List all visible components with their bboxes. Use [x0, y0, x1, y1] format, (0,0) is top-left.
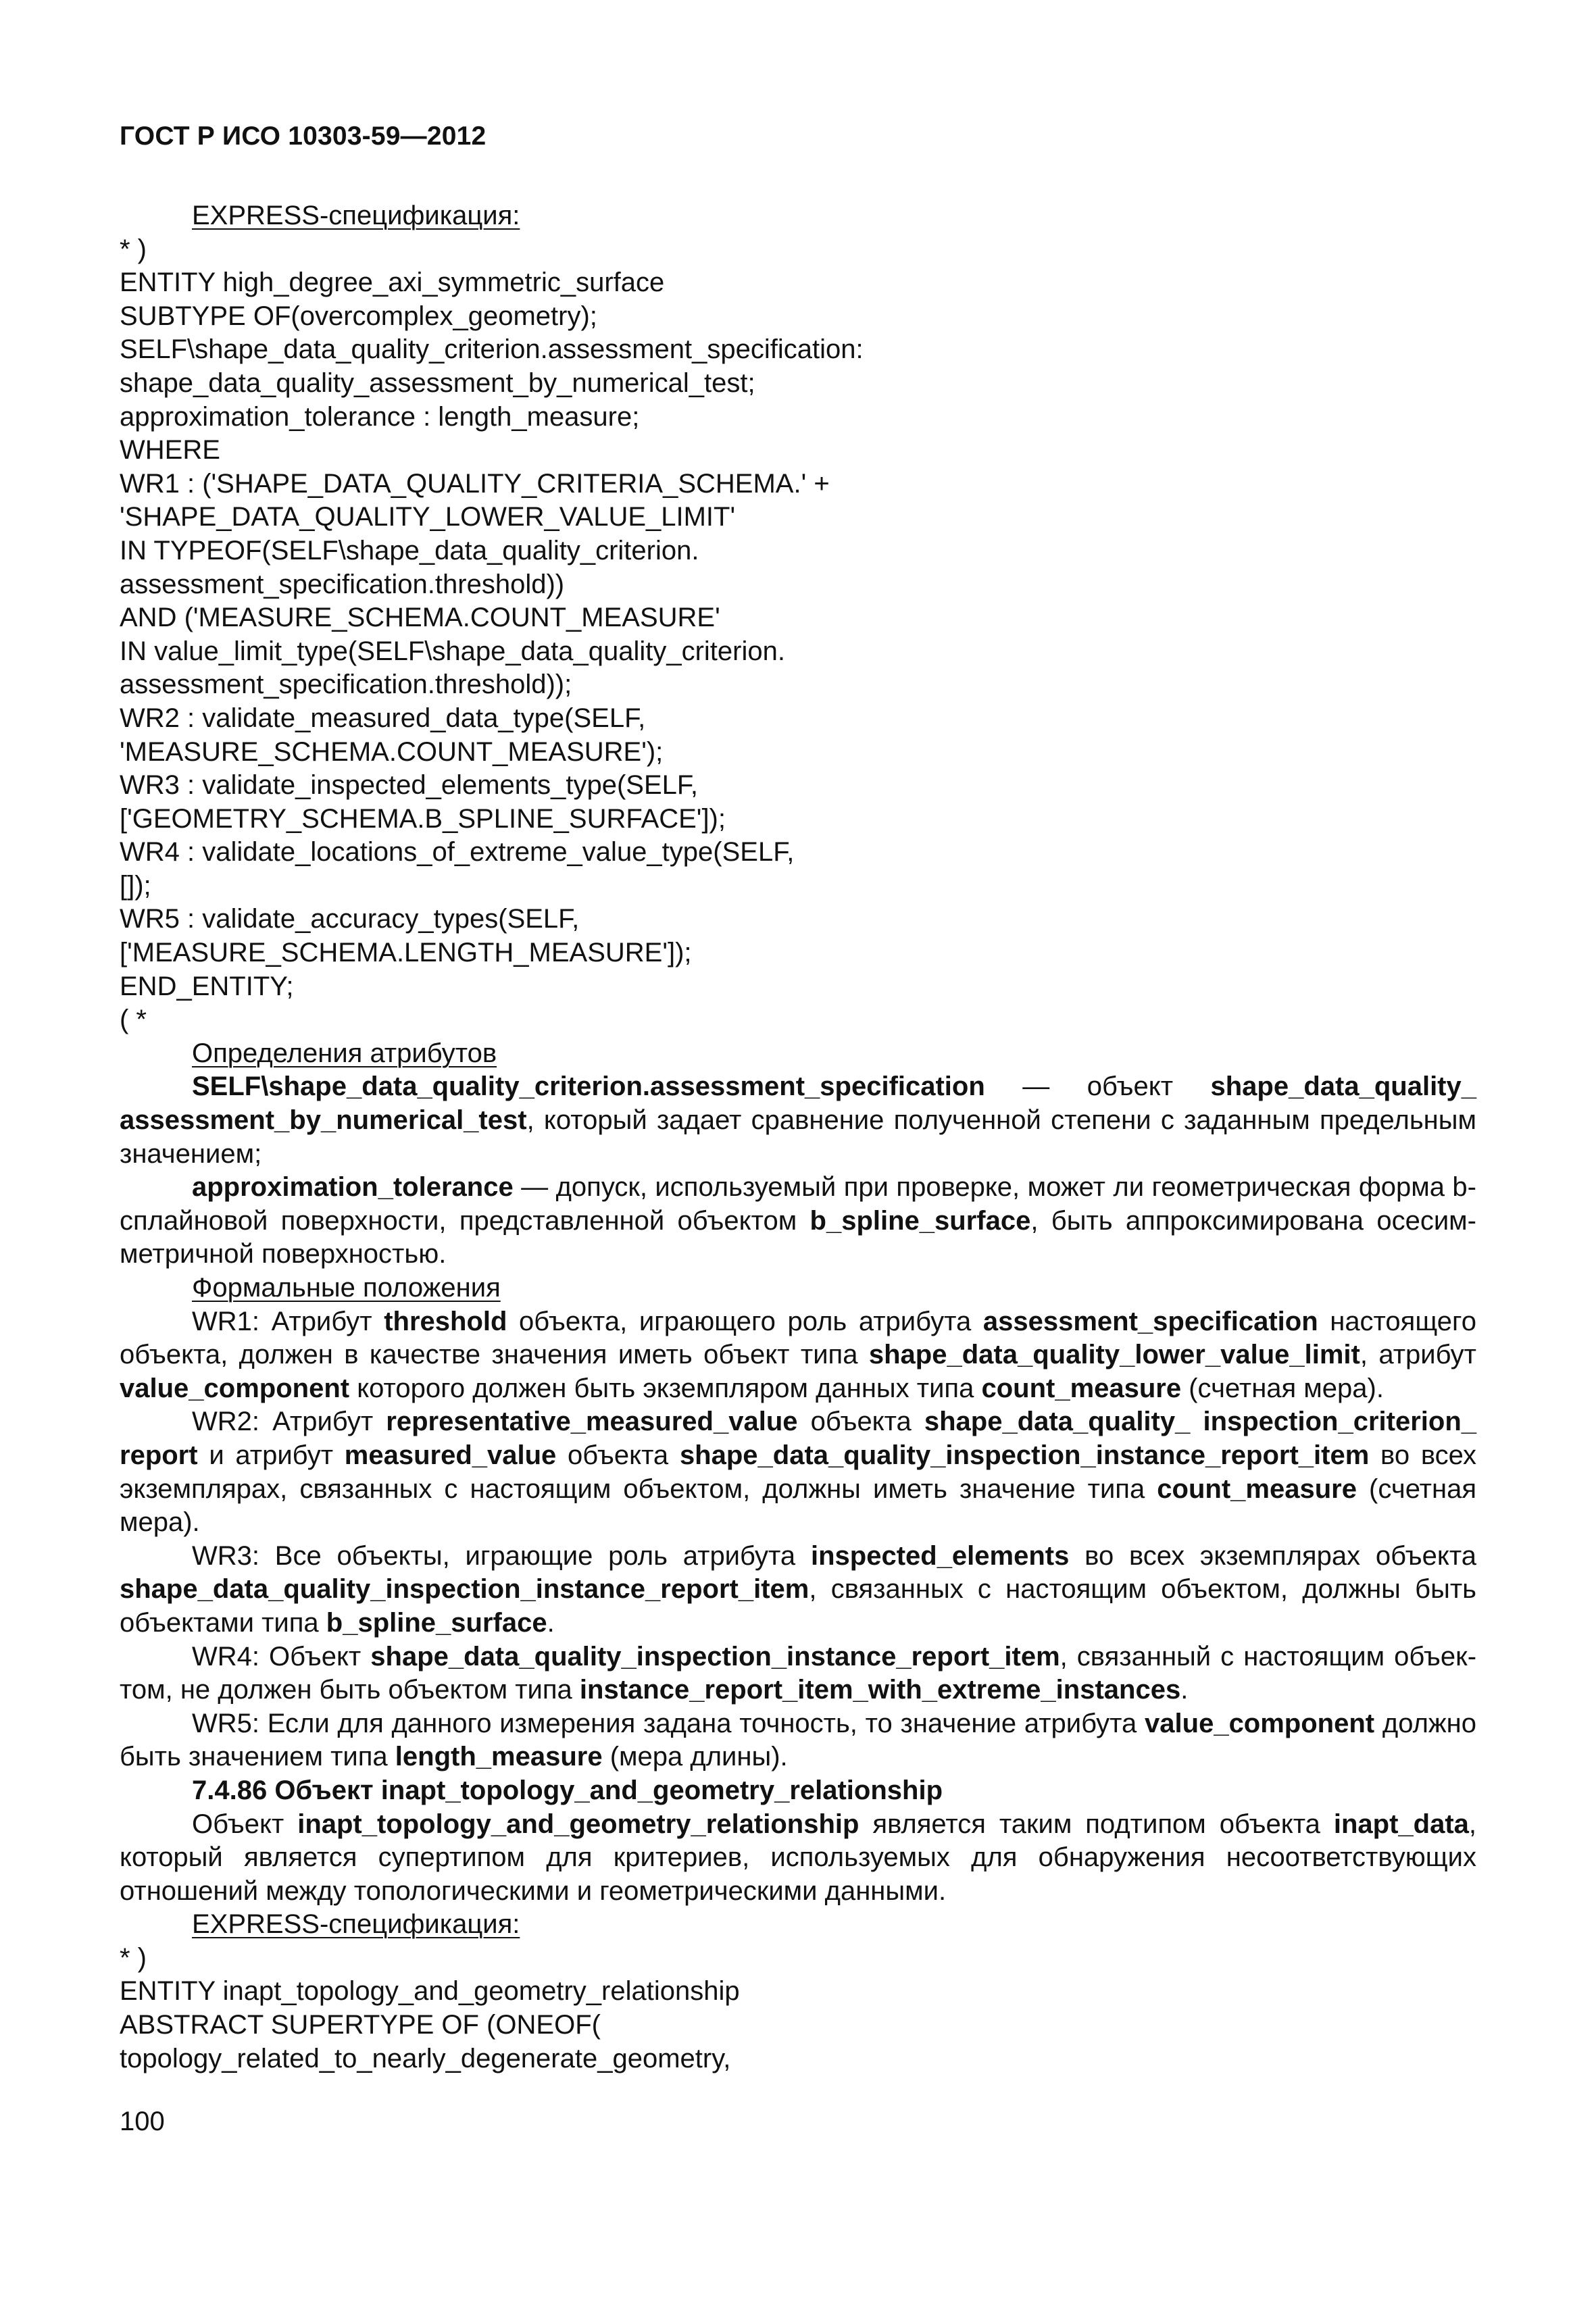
code-line: 'SHAPE_DATA_QUALITY_LOWER_VALUE_LIMIT' — [120, 502, 736, 532]
code-line: END_ENTITY; — [120, 971, 294, 1001]
page-content — [120, 199, 1476, 2076]
rule-wr4: WR4: Объект shape_data_quality_inspection_instance_report_item, связанный с настоящим объектом, не должен быть объектом типа instance_report_item_with_extreme_instances. — [120, 1641, 1477, 1705]
code-line: WHERE — [120, 435, 220, 466]
code-line: * ) — [120, 234, 147, 264]
document-header: ГОСТ Р ИСО 10303-59—2012 — [120, 122, 487, 151]
express-heading: EXPRESS-спецификация: — [192, 201, 520, 230]
express-code-block — [120, 1942, 1476, 2076]
formal-propositions-heading: Формальные положения — [192, 1273, 501, 1303]
code-line: ENTITY high_degree_axi_symmetric_surface — [120, 268, 665, 298]
code-line: IN TYPEOF(SELF\shape_data_quality_criterion. — [120, 535, 699, 565]
code-line: WR3 : validate_inspected_elements_type(SELF, — [120, 770, 699, 801]
code-line: ['GEOMETRY_SCHEMA.B_SPLINE_SURFACE']); — [120, 803, 726, 834]
code-line: WR4 : validate_locations_of_extreme_value_type(SELF, — [120, 837, 795, 867]
attribute-definition: SELF\shape_data_quality_criterion.assessment_specification — объект shape_data_quality_ assessment_by_numerical_test, который задает сравнение полученной степени с заданным предельным значением; — [120, 1072, 1476, 1169]
code-line: ABSTRACT SUPERTYPE OF (ONEOF( — [120, 2010, 601, 2040]
code-line: WR2 : validate_measured_data_type(SELF, — [120, 703, 646, 733]
express-code-block — [120, 233, 1476, 1037]
code-line: assessment_specification.threshold)) — [120, 569, 565, 599]
code-line: WR1 : ('SHAPE_DATA_QUALITY_CRITERIA_SCHEMA.' + — [120, 468, 830, 499]
code-line: assessment_specification.threshold)); — [120, 670, 572, 700]
page-number: 100 — [120, 2107, 165, 2136]
code-line: ['MEASURE_SCHEMA.LENGTH_MEASURE']); — [120, 938, 692, 968]
express-heading: EXPRESS-спецификация: — [192, 1909, 520, 1940]
code-line: 'MEASURE_SCHEMA.COUNT_MEASURE'); — [120, 736, 664, 767]
rule-wr3: WR3: Все объекты, играющие роль атрибута inspected_elements во всех экземплярах объекта shape_data_quality_inspection_instance_report_item, связанных с настоящим объектом, должны быть объектами типа b_spline_surface. — [120, 1540, 1476, 1638]
code-line: []); — [120, 870, 151, 901]
code-line: IN value_limit_type(SELF\shape_data_quality_criterion. — [120, 636, 785, 666]
code-line: ENTITY inapt_topology_and_geometry_relationship — [120, 1976, 740, 2007]
code-line: ( * — [120, 1005, 147, 1035]
code-line: shape_data_quality_assessment_by_numerical_test; — [120, 368, 755, 398]
clause-paragraph: Объект inapt_topology_and_geometry_relationship является таким подтипом объекта inapt_data, который является супертипом для критериев, используемых для обнаружения несоответствующих отношений между топологическими и геометрическими данными. — [120, 1809, 1477, 1906]
rule-wr1: WR1: Атрибут threshold объекта, играющего роль атрибута assessment_specification настоящего объекта, должен в качестве значения иметь объект типа shape_data_quality_lower_value_limit, атрибут value_component которого должен быть экземпляром данных типа count_measure (счетная мера). — [120, 1306, 1477, 1403]
clause-heading: 7.4.86 Объект inapt_topology_and_geometry_relationship — [192, 1775, 943, 1805]
code-line: AND ('MEASURE_SCHEMA.COUNT_MEASURE' — [120, 603, 720, 633]
attribute-definition: approximation_tolerance — допуск, используемый при проверке, может ли геометрическая форма b-сплайновой поверхности, представленной объектом b_spline_surface, быть аппроксимирована осесимметричной поверхностью. — [120, 1172, 1476, 1269]
attributes-heading: Определения атрибутов — [192, 1038, 497, 1068]
code-line: * ) — [120, 1942, 147, 1973]
code-line: topology_related_to_nearly_degenerate_geometry, — [120, 2043, 731, 2073]
rule-wr5: WR5: Если для данного измерения задана точность, то значение атрибута value_component должно быть значением типа length_measure (мера длины). — [120, 1708, 1476, 1772]
code-line: SELF\shape_data_quality_criterion.assessment_specification: — [120, 334, 864, 365]
code-line: WR5 : validate_accuracy_types(SELF, — [120, 904, 580, 934]
code-line: SUBTYPE OF(overcomplex_geometry); — [120, 301, 597, 331]
code-line: approximation_tolerance : length_measure; — [120, 401, 640, 432]
rule-wr2: WR2: Атрибут representative_measured_value объекта shape_data_quality_ inspection_criterion_ report и атрибут measured_value объекта shape_data_quality_inspection_instance_report_item во всех экземплярах, связанных с настоящим объектом, должны иметь значение типа count_measure (счетная мера). — [120, 1407, 1477, 1538]
